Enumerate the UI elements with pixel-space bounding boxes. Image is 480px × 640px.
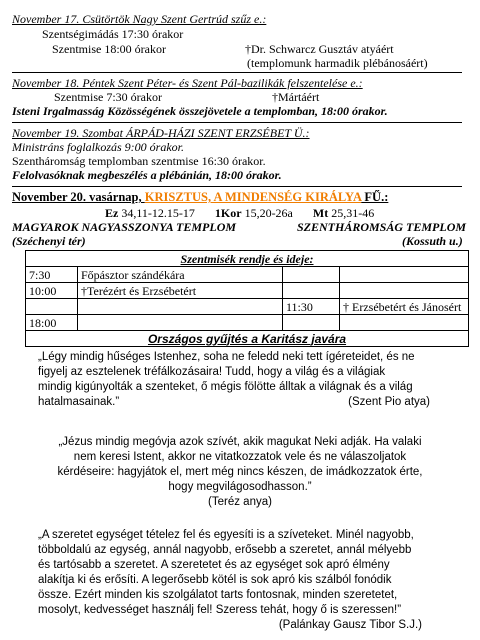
intent-left-cell: †Terézért és Erzsébetért: [78, 283, 283, 299]
quote-pio: [38, 350, 442, 410]
nov19-heading: November 19. Szombat ÁRPÁD-HÁZI SZENT ERZSÉBET Ü.:: [12, 126, 310, 140]
time-left-cell: 10:00: [26, 283, 78, 299]
quote-palankay: [38, 528, 442, 633]
nov18-heading: November 18. Péntek Szent Péter- és Szent Pál-bazilikák felszentelése e.:: [12, 76, 363, 90]
quote-author: (Palánkay Gausz Tibor S.J.): [278, 619, 422, 631]
nov20-heading: [12, 190, 388, 205]
intent-right-cell: [340, 315, 469, 331]
nov17-heading: November 17. Csütörtök Nagy Szent Gertrúd szűz e.:: [12, 12, 267, 26]
nov20-feast-name: KRISZTUS, A MINDENSÉG KIRÁLYA: [144, 190, 362, 204]
table-row: [26, 299, 469, 315]
quote-teresa: [38, 435, 442, 510]
nov19-ministrants: Ministráns foglalkozás 9:00 órakor.: [12, 140, 185, 154]
nov18-mass-time: Szentmise 7:30 órakor: [54, 90, 162, 104]
schedule-header-row: [26, 251, 469, 267]
quote-last-line-row: [38, 395, 442, 410]
church-right-location: (Kossuth u.): [402, 234, 463, 248]
quote-line: kérdéseire: hagyjátok el, mert még nincs készen, de imádkozzatok érte,: [57, 466, 423, 478]
quote-line: figyelj az esztelenek tréfálkozásaira! Tudd, hogy a világ és a világiak: [38, 366, 386, 378]
time-right-cell: [283, 283, 340, 299]
divider-2: [12, 122, 462, 123]
table-row: [26, 267, 469, 283]
church-right-name: SZENTHÁROMSÁG TEMPLOM: [297, 220, 467, 234]
quote-line: és tartósabb a szeretet. A szeretetet és az egységet sok apró élmény: [38, 559, 390, 571]
intent-right-cell: † Erzsébetért és Jánosért: [340, 299, 469, 315]
time-right-cell: 11:30: [283, 299, 340, 315]
quote-author: (Teréz anya): [208, 496, 272, 508]
intent-left-cell: Főpásztor szándékára: [78, 267, 283, 283]
quote-author: (Szent Pio atya): [348, 396, 430, 408]
nov18-intention: †Mártáért: [272, 90, 320, 104]
nov17-adoration: Szentségimádás 17:30 órakor: [42, 27, 184, 41]
divider-3: [12, 186, 462, 187]
table-row: [26, 315, 469, 331]
reading-book: Ez: [105, 206, 119, 220]
quote-line: hatalmasainak.”: [38, 396, 120, 408]
nov20-readings: [105, 206, 374, 220]
reading-book: 1Kor: [214, 206, 242, 220]
intent-left-cell: [78, 315, 283, 331]
reading-book: Mt: [312, 206, 329, 220]
schedule-footer-row: [26, 331, 469, 347]
quote-line: mosolyt, kedvességet használj fel! Szeress tehát, hogy ő is szeressen!”: [38, 604, 402, 616]
nov19-mass: Szentháromság templomban szentmise 16:30 órakor.: [12, 154, 266, 168]
time-left-cell: 18:00: [26, 315, 78, 331]
quote-line: „A szeretet egységet tételez fel és egyesíti is a szíveteket. Minél nagyobb,: [38, 529, 414, 541]
quote-line: össze. Ezért minden kis szolgálatot tarts fontosnak, minden szeretetet,: [38, 589, 398, 601]
intent-right-cell: [340, 267, 469, 283]
quote-line: többoldalú az egység, annál nagyobb, erősebb a szeretet, annál mélyebb: [38, 544, 412, 556]
nov20-heading-date: November 20. vasárnap,: [12, 190, 145, 204]
nov18-event: Isteni Irgalmasság Közösségének összejövetele a templomban, 18:00 órakor.: [12, 104, 388, 118]
schedule-footer: Országos gyűjtés a Karitász javára: [26, 331, 469, 347]
time-right-cell: [283, 267, 340, 283]
quote-line: mindig kigúnyolták a szenteket, ő mégis fölötte álltak a világnak és a világ: [38, 381, 413, 393]
time-right-cell: [283, 315, 340, 331]
intent-left-cell: [78, 299, 283, 315]
table-row: [26, 283, 469, 299]
nov17-mass-time: Szentmise 18:00 órakor: [52, 42, 166, 56]
nov17-intention: †Dr. Schwarcz Gusztáv atyáért: [245, 42, 394, 56]
nov20-heading-suffix: FŰ.:: [361, 190, 389, 204]
quote-line: alakítja ki és erősíti. A legerősebb kötél is sok apró kis szálból fonódik: [38, 574, 392, 586]
reading-ref: 25,31-46: [328, 206, 375, 220]
quote-line: „Légy mindig hűséges Istenhez, soha ne feledd neki tett ígéreteidet, és ne: [38, 351, 415, 363]
reading-ref: 15,20-26a: [241, 206, 293, 220]
quote-line: hogy megvilágosodhasson.”: [168, 481, 312, 493]
intent-right-cell: [340, 283, 469, 299]
mass-schedule-table: [25, 250, 469, 347]
reading-ref: 34,11-12.15-17: [118, 206, 195, 220]
quote-line: nem keresi Istent, akkor ne vitatkozzatok vele és ne válaszoljatok: [73, 451, 407, 463]
quote-line: „Jézus mindig megóvja azok szívét, akik magukat Neki adják. Ha valaki: [58, 436, 422, 448]
church-left-name: MAGYAROK NAGYASSZONYA TEMPLOM: [12, 220, 237, 234]
time-left-cell: 7:30: [26, 267, 78, 283]
church-left-location: (Széchenyi tér): [12, 234, 86, 248]
schedule-header: Szentmisék rendje és ideje:: [26, 251, 469, 267]
nov17-intention-note: (templomunk harmadik plébánosáért): [247, 56, 428, 70]
nov19-meeting: Felolvasóknak megbeszélés a plébánián, 18:00 órakor.: [12, 168, 282, 182]
divider-1: [12, 72, 462, 73]
time-left-cell: [26, 299, 78, 315]
